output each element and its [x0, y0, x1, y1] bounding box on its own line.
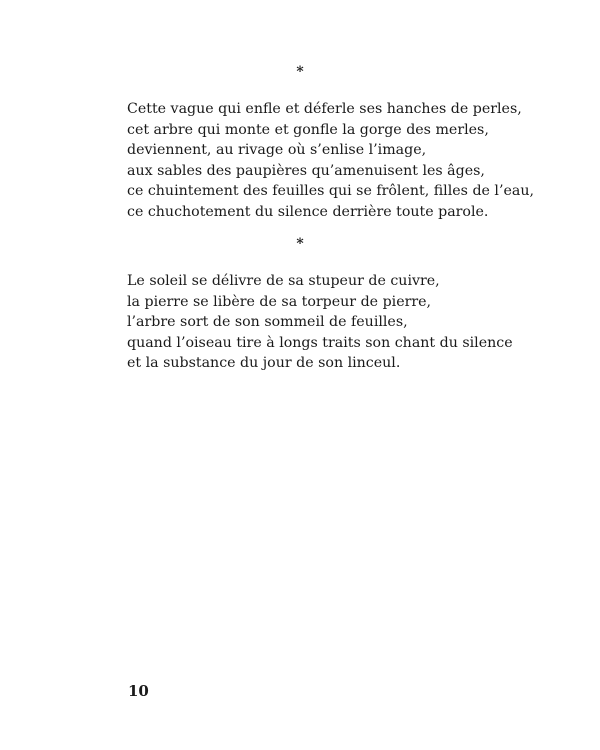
verse-line: l’arbre sort de son sommeil de feuilles,	[127, 314, 408, 331]
verse-line: ce chuchotement du silence derrière toute parole.	[127, 203, 489, 220]
verse-line: Le soleil se délivre de sa stupeur de cuivre,	[127, 273, 440, 289]
verse-line: quand l’oiseau tire à longs traits son chant du silence	[127, 334, 513, 351]
verse-line: la pierre se libère de sa torpeur de pierre,	[127, 293, 432, 310]
section-separator: *	[296, 64, 304, 80]
verse-line: Cette vague qui enfle et déferle ses hanches de perles,	[127, 101, 522, 117]
page-number: 10	[128, 682, 149, 700]
verse-line: cet arbre qui monte et gonfle la gorge des merles,	[127, 121, 489, 138]
verse-line: et la substance du jour de son linceul.	[127, 355, 401, 372]
section-separator: *	[296, 236, 304, 252]
verse-line: aux sables des paupières qu’amenuisent les âges,	[127, 162, 485, 179]
stanza-2	[127, 271, 513, 374]
verse-line: ce chuintement des feuilles qui se frôlent, filles de l’eau,	[127, 183, 534, 200]
verse-line: deviennent, au rivage où s’enlise l’image,	[127, 142, 427, 159]
stanza-1	[127, 99, 534, 223]
